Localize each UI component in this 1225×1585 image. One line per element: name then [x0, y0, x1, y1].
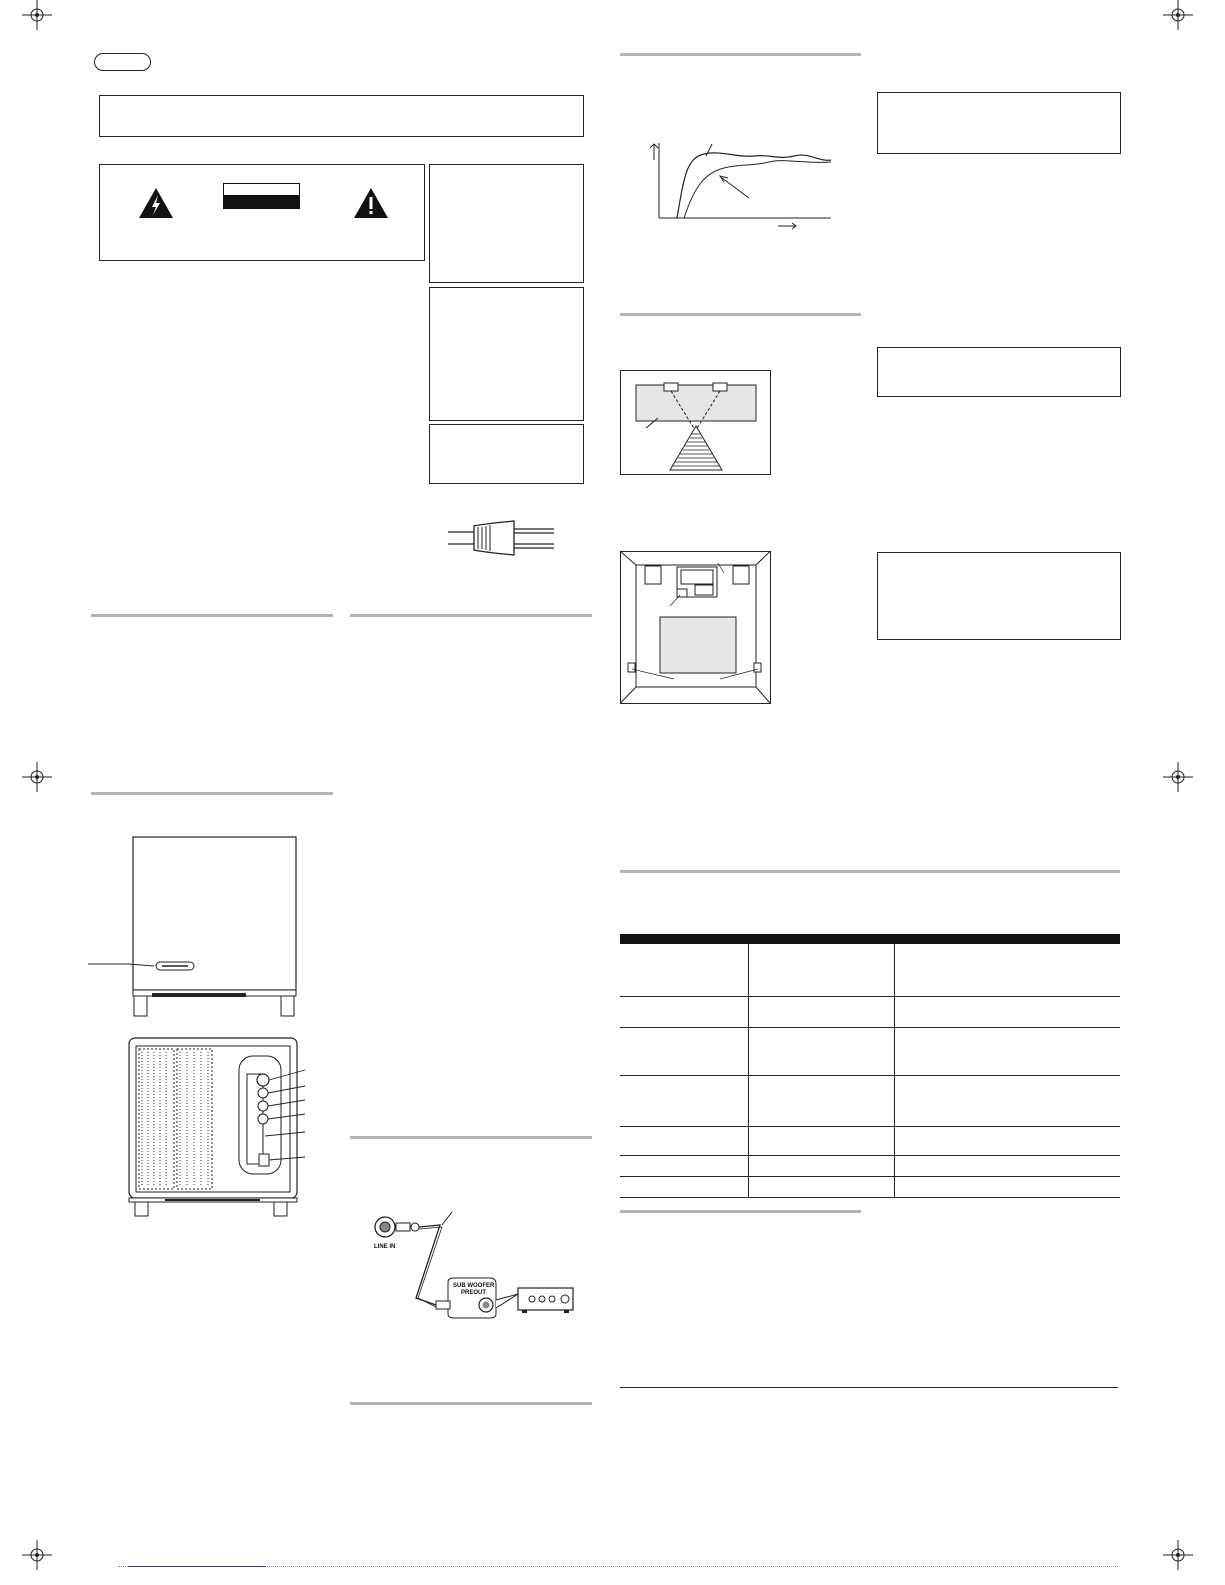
lightning-warning-icon — [138, 187, 174, 219]
note-box-3 — [877, 552, 1121, 640]
note-box-2 — [877, 347, 1121, 397]
registration-mark-top-right — [1163, 0, 1193, 30]
table-row — [620, 1176, 1120, 1197]
exclamation-warning-icon — [353, 187, 389, 219]
placement-diagram-room — [620, 551, 772, 706]
table-cell — [748, 944, 894, 996]
table-header-row — [620, 934, 1120, 944]
table-cell — [620, 996, 748, 1027]
table-cell — [620, 944, 748, 996]
table-cell — [894, 1176, 1120, 1197]
table-cell — [620, 1075, 748, 1126]
table-header-cell — [894, 934, 1120, 944]
warning-box-3 — [429, 424, 584, 484]
table-cell — [748, 996, 894, 1027]
registration-mark-mid-left — [22, 762, 52, 792]
section-rule-3 — [91, 792, 333, 795]
registration-mark-top-left — [22, 0, 52, 30]
sub-woofer-label: SUB WOOFER — [453, 1283, 495, 1289]
registration-mark-mid-right — [1163, 762, 1193, 792]
caution-label-box — [223, 183, 300, 209]
connection-diagram — [360, 1210, 595, 1330]
table-cell — [748, 1075, 894, 1126]
table-cell — [748, 1176, 894, 1197]
placement-diagram-side — [620, 370, 772, 476]
table-cell — [894, 1155, 1120, 1176]
preout-label: PREOUT — [461, 1290, 487, 1296]
table-row — [620, 1027, 1120, 1075]
registration-mark-bottom-left — [22, 1540, 52, 1570]
table-row — [620, 996, 1120, 1027]
table-cell — [894, 996, 1120, 1027]
table-row — [620, 944, 1120, 996]
table-cell — [748, 1126, 894, 1155]
table-cell — [620, 1126, 748, 1155]
table-header-cell — [620, 934, 748, 944]
table-cell — [748, 1155, 894, 1176]
specifications-table — [620, 934, 1120, 1198]
table-row — [620, 1126, 1120, 1155]
table-header-cell — [748, 934, 894, 944]
caution-box — [99, 164, 425, 261]
language-badge — [94, 53, 151, 71]
section-rule-2 — [350, 614, 592, 617]
warning-box-2 — [429, 287, 584, 421]
section-rule-9 — [620, 1210, 861, 1213]
frequency-response-graph — [644, 138, 844, 233]
table-row — [620, 1155, 1120, 1176]
section-rule-6 — [620, 53, 861, 56]
table-cell — [748, 1027, 894, 1075]
table-cell — [620, 1176, 748, 1197]
section-rule-1 — [91, 614, 333, 617]
warning-box-1 — [429, 164, 584, 283]
table-cell — [894, 1126, 1120, 1155]
header-notice-box — [99, 95, 584, 137]
section-rule-8 — [620, 870, 1120, 873]
footer-dotted-rule — [118, 1566, 1118, 1567]
section-rule-4 — [350, 1136, 592, 1139]
subwoofer-front-view — [88, 836, 308, 1019]
table-cell — [620, 1155, 748, 1176]
note-box-1 — [877, 92, 1121, 154]
table-cell — [894, 944, 1120, 996]
bottom-rule — [620, 1387, 1118, 1388]
section-rule-7 — [620, 313, 861, 316]
table-cell — [894, 1075, 1120, 1126]
line-in-label: LINE IN — [374, 1244, 396, 1250]
table-cell — [894, 1027, 1120, 1075]
subwoofer-rear-view — [125, 1036, 315, 1218]
power-plug-icon — [448, 513, 558, 563]
section-rule-5 — [350, 1402, 592, 1405]
registration-mark-bottom-right — [1163, 1540, 1193, 1570]
table-cell — [620, 1027, 748, 1075]
table-row — [620, 1075, 1120, 1126]
caution-label-bar — [224, 195, 299, 208]
footer-link-underline[interactable] — [128, 1566, 266, 1567]
